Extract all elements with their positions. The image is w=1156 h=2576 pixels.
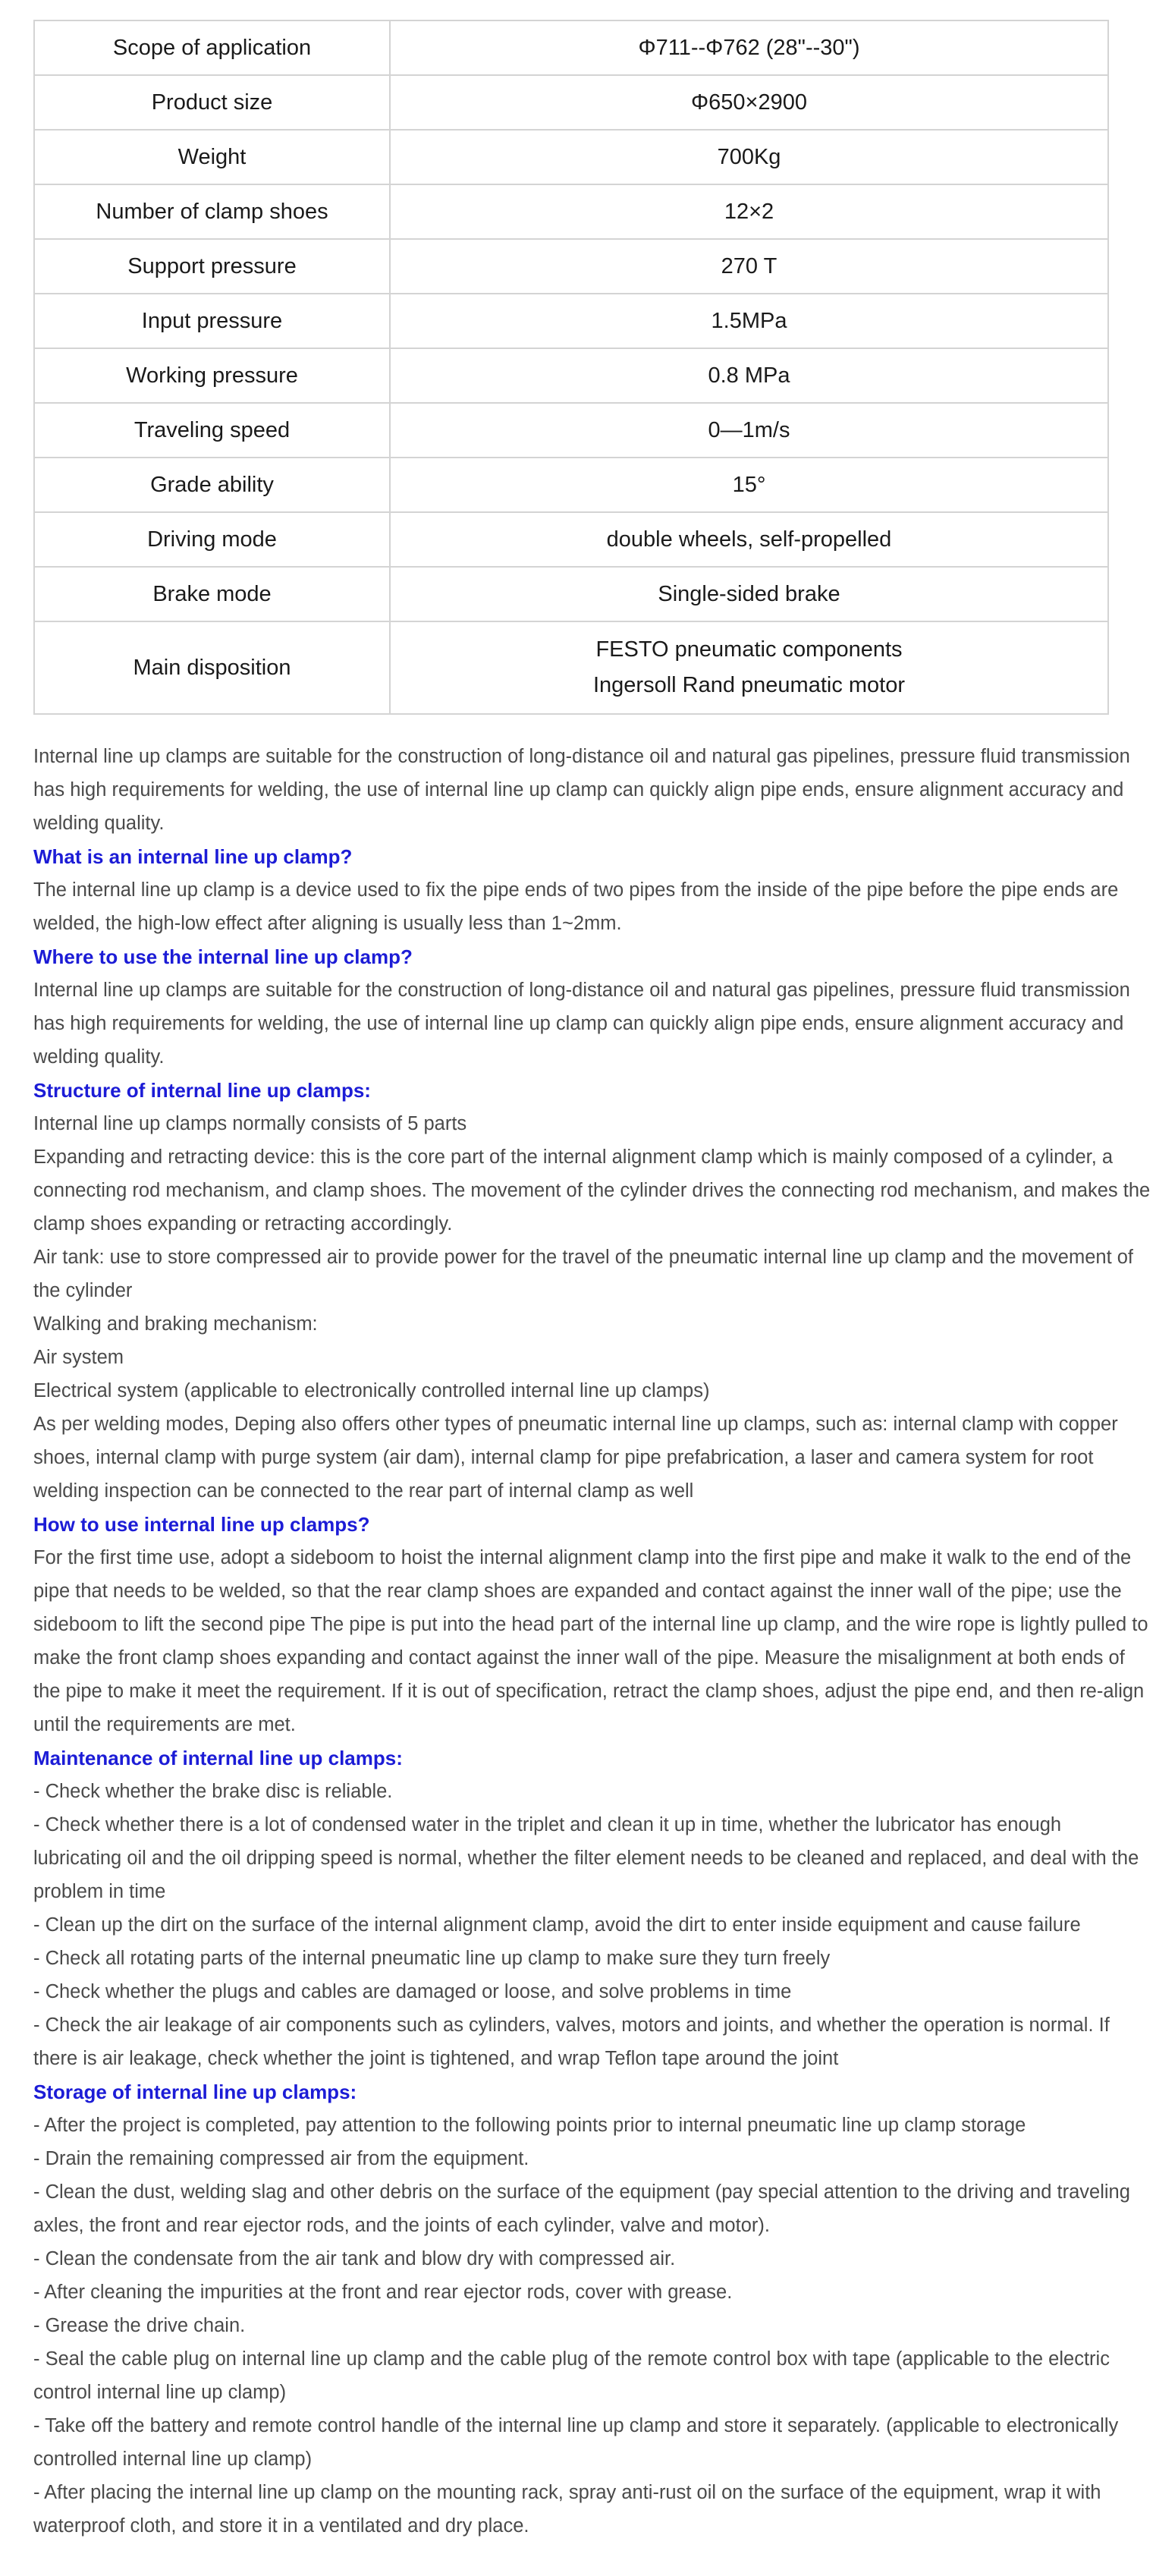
section-heading-where: Where to use the internal line up clamp? xyxy=(33,945,413,968)
maintenance-item: - Clean up the dirt on the surface of the internal alignment clamp, avoid the dirt to enter inside equipment and cause failure xyxy=(33,1914,1081,1936)
section-heading-maintenance: Maintenance of internal line up clamps: xyxy=(33,1747,403,1769)
spec-value: Φ650×2900 xyxy=(390,75,1108,130)
storage-item: - After the project is completed, pay attention to the following points prior to internal pneumatic line up clamp storage xyxy=(33,2115,1026,2136)
maintenance-item: - Check whether the brake disc is reliable. xyxy=(33,1781,393,1802)
spec-value-line: Ingersoll Rand pneumatic motor xyxy=(592,673,906,697)
spec-label: Brake mode xyxy=(34,567,390,621)
structure-paragraph: Air tank: use to store compressed air to provide power for the travel of the pneumatic internal line up clamp and the movement of the cylinder xyxy=(33,1247,1134,1301)
storage-item: - After cleaning the impurities at the front and rear ejector rods, cover with grease. xyxy=(33,2282,733,2303)
spec-value: 15° xyxy=(390,458,1108,512)
storage-item: - After placing the internal line up clamp on the mounting rack, spray anti-rust oil on the surface of the equipment, wrap it with waterproof cloth, and store it in a ventilated and dry place. xyxy=(33,2482,1101,2537)
spec-value xyxy=(390,621,1108,714)
section-text-what: The internal line up clamp is a device used to fix the pipe ends of two pipes from the inside of the pipe before the pipe ends are welded, the high-low effect after aligning is usually less than 1~2mm. xyxy=(33,879,1119,934)
spec-row xyxy=(34,75,1108,130)
spec-value: Φ711--Φ762 (28"--30") xyxy=(390,20,1108,75)
section-text-where: Internal line up clamps are suitable for the construction of long-distance oil and natural gas pipelines, pressure fluid transmission has high requirements for welding, the use of internal line up clamp can quickly align pipe ends, ensure alignment accuracy and welding quality. xyxy=(33,980,1130,1068)
storage-item: - Clean the dust, welding slag and other debris on the surface of the equipment (pay special attention to the driving and traveling axles, the front and rear ejector rods, and the joints of each cylinder, valve and motor). xyxy=(33,2181,1130,2236)
spec-row xyxy=(34,403,1108,458)
spec-row xyxy=(34,184,1108,239)
spec-value: 12×2 xyxy=(390,184,1108,239)
spec-row xyxy=(34,294,1108,348)
intro-paragraph: Internal line up clamps are suitable for the construction of long-distance oil and natural gas pipelines, pressure fluid transmission has high requirements for welding, the use of internal line up clamp can quickly align pipe ends, ensure alignment accuracy and welding quality. xyxy=(33,746,1130,834)
spec-row xyxy=(34,239,1108,294)
spec-row xyxy=(34,512,1108,567)
spec-label: Input pressure xyxy=(34,294,390,348)
spec-label: Scope of application xyxy=(34,20,390,75)
spec-row xyxy=(34,20,1108,75)
section-text-how: For the first time use, adopt a sideboom to hoist the internal alignment clamp into the first pipe and make it walk to the end of the pipe that needs to be welded, so that the rear clamp shoes are expanded and contact against the inner wall of the pipe; use the sideboom to lift the second pipe The pipe is put into the head part of the internal line up clamp, and the wire rope is lightly pulled to make the front clamp shoes expanding and contact against the inner wall of the pipe. Measure the misalignment at both ends of the pipe to make it meet the requirement. If it is out of specification, retract the clamp shoes, adjust the pipe end, and then re-align until the requirements are met. xyxy=(33,1547,1148,1735)
maintenance-item: - Check whether the plugs and cables are damaged or loose, and solve problems in time xyxy=(33,1981,792,2002)
spec-value-line: FESTO pneumatic components xyxy=(595,637,903,662)
structure-paragraph: Walking and braking mechanism: xyxy=(33,1313,318,1335)
spec-label: Support pressure xyxy=(34,239,390,294)
spec-value: 270 T xyxy=(390,239,1108,294)
storage-item: - Seal the cable plug on internal line up clamp and the cable plug of the remote control box with tape (applicable to the electric control internal line up clamp) xyxy=(33,2348,1110,2403)
spec-row xyxy=(34,130,1108,184)
structure-paragraph: Air system xyxy=(33,1347,124,1368)
maintenance-item: - Check the air leakage of air components such as cylinders, valves, motors and joints, and whether the operation is normal. If there is air leakage, check whether the joint is tightened, and wrap Teflon tape around the joint xyxy=(33,2015,1110,2069)
spec-value: 700Kg xyxy=(390,130,1108,184)
spec-label: Driving mode xyxy=(34,512,390,567)
spec-value: double wheels, self-propelled xyxy=(390,512,1108,567)
structure-paragraph: Electrical system (applicable to electronically controlled internal line up clamps) xyxy=(33,1380,710,1401)
storage-item: - Clean the condensate from the air tank and blow dry with compressed air. xyxy=(33,2248,676,2269)
spec-label: Main disposition xyxy=(34,621,390,714)
spec-value: 1.5MPa xyxy=(390,294,1108,348)
spec-value: 0.8 MPa xyxy=(390,348,1108,403)
section-heading-what: What is an internal line up clamp? xyxy=(33,845,353,868)
spec-value: 0—1m/s xyxy=(390,403,1108,458)
spec-label: Weight xyxy=(34,130,390,184)
structure-paragraph: As per welding modes, Deping also offers other types of pneumatic internal line up clamps, such as: internal clamp with copper shoes, internal clamp with purge system (air dam), internal clamp for pipe prefabrication, a laser and camera system for root welding inspection can be connected to the rear part of internal clamp as well xyxy=(33,1414,1118,1502)
storage-item: - Take off the battery and remote control handle of the internal line up clamp and store it separately. (applicable to electronically controlled internal line up clamp) xyxy=(33,2415,1119,2470)
structure-paragraph: Expanding and retracting device: this is the core part of the internal alignment clamp which is mainly composed of a cylinder, a connecting rod mechanism, and clamp shoes. The movement of the cylinder drives the connecting rod mechanism, and makes the clamp shoes expanding or retracting accordingly. xyxy=(33,1146,1151,1235)
section-heading-how: How to use internal line up clamps? xyxy=(33,1513,370,1536)
section-heading-structure: Structure of internal line up clamps: xyxy=(33,1079,371,1102)
maintenance-item: - Check whether there is a lot of condensed water in the triplet and clean it up in time, whether the lubricator has enough lubricating oil and the oil dripping speed is normal, whether the filter element needs to be cleaned and replaced, and deal with the problem in time xyxy=(33,1814,1139,1902)
storage-item: - Drain the remaining compressed air from the equipment. xyxy=(33,2148,529,2169)
section-heading-storage: Storage of internal line up clamps: xyxy=(33,2081,357,2103)
spec-label: Grade ability xyxy=(34,458,390,512)
spec-row xyxy=(34,621,1108,714)
spec-label: Number of clamp shoes xyxy=(34,184,390,239)
spec-row xyxy=(34,348,1108,403)
maintenance-item: - Check all rotating parts of the internal pneumatic line up clamp to make sure they turn freely xyxy=(33,1948,831,1969)
article-body xyxy=(33,740,1152,2543)
spec-value: Single-sided brake xyxy=(390,567,1108,621)
spec-row xyxy=(34,567,1108,621)
storage-item: - Grease the drive chain. xyxy=(33,2315,246,2336)
spec-label: Working pressure xyxy=(34,348,390,403)
spec-label: Product size xyxy=(34,75,390,130)
spec-row xyxy=(34,458,1108,512)
spec-label: Traveling speed xyxy=(34,403,390,458)
spec-table xyxy=(33,20,1109,715)
structure-paragraph: Internal line up clamps normally consists of 5 parts xyxy=(33,1113,467,1134)
